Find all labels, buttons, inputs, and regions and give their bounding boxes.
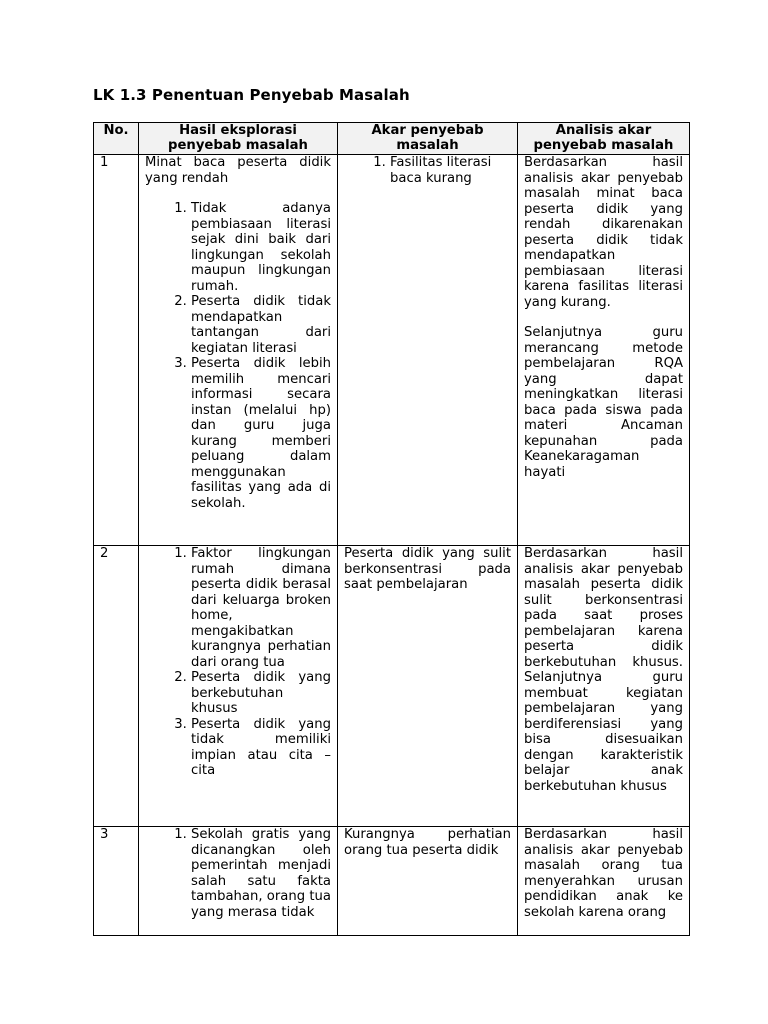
- list-item: 3. Peserta didik lebih memilih mencari informasi secara instan (melalui hp) dan guru juga kurang memberi peluang dalam menggunakan fasilitas yang ada di sekolah.: [191, 356, 331, 511]
- table-header-row: [94, 123, 690, 155]
- akar-text: Peserta didik yang sulit berkonsentrasi pada saat pembelajaran: [344, 546, 511, 592]
- analisis-paragraph: Berdasarkan hasil analisis akar penyebab masalah minat baca peserta didik yang rendah dikarenakan peserta didik tidak mendapatkan pembiasaan literasi karena fasilitas literasi yang kurang.: [524, 155, 683, 310]
- list-item: 1. Tidak adanya pembiasaan literasi sejak dini baik dari lingkungan sekolah maupun lingkungan rumah.: [191, 201, 331, 294]
- akar-cell: [338, 546, 518, 827]
- analisis-paragraph: Berdasarkan hasil analisis akar penyebab masalah orang tua menyerahkan urusan pendidikan anak ke sekolah karena orang: [524, 827, 683, 920]
- table-row: [94, 827, 690, 936]
- table-row: [94, 155, 690, 546]
- list-item: 1. Faktor lingkungan rumah dimana peserta didik berasal dari keluarga broken home, mengakibatkan kurangnya perhatian dari orang tua: [191, 546, 331, 670]
- analisis-cell: [518, 827, 690, 936]
- akar-list: [344, 155, 511, 186]
- analisis-paragraph: Selanjutnya guru merancang metode pembelajaran RQA yang dapat meningkatkan literasi baca pada siswa pada materi Ancaman kepunahan pada Keanekaragaman hayati: [524, 325, 683, 480]
- problem-cause-table: [93, 122, 690, 936]
- list-item: 3. Peserta didik yang tidak memiliki impian atau cita – cita: [191, 717, 331, 779]
- analisis-cell: [518, 155, 690, 546]
- hasil-list: [145, 827, 331, 920]
- hasil-cell: [139, 827, 338, 936]
- table-row: [94, 546, 690, 827]
- list-item: 2. Peserta didik tidak mendapatkan tantangan dari kegiatan literasi: [191, 294, 331, 356]
- akar-cell: [338, 827, 518, 936]
- hasil-list: [145, 546, 331, 779]
- akar-cell: [338, 155, 518, 546]
- hasil-cell: [139, 546, 338, 827]
- analisis-paragraph: Berdasarkan hasil analisis akar penyebab masalah peserta didik sulit berkonsentrasi pada saat proses pembelajaran karena peserta didik berkebutuhan khusus. Selanjutnya guru membuat kegiatan pembelajaran yang berdiferensiasi yang bisa disesuaikan dengan karakteristik belajar anak berkebutuhan khusus: [524, 546, 683, 794]
- hasil-intro: Minat baca peserta didik yang rendah: [145, 155, 331, 186]
- list-item: 1. Sekolah gratis yang dicanangkan oleh pemerintah menjadi salah satu fakta tambahan, orang tua yang merasa tidak: [191, 827, 331, 920]
- list-item: 2. Peserta didik yang berkebutuhan khusus: [191, 670, 331, 717]
- analisis-cell: [518, 546, 690, 827]
- header-akar-penyebab: Akar penyebab masalah: [338, 123, 518, 155]
- header-hasil-eksplorasi: Hasil eksplorasi penyebab masalah: [139, 123, 338, 155]
- row-number: 3: [94, 827, 139, 936]
- header-analisis: Analisis akar penyebab masalah: [518, 123, 690, 155]
- row-number: 2: [94, 546, 139, 827]
- row-number: 1: [94, 155, 139, 546]
- hasil-cell: [139, 155, 338, 546]
- hasil-list: [145, 201, 331, 511]
- header-no: No.: [94, 123, 139, 155]
- list-item: 1. Fasilitas literasi baca kurang: [390, 155, 511, 186]
- page-title: LK 1.3 Penentuan Penyebab Masalah: [93, 86, 410, 104]
- akar-text: Kurangnya perhatian orang tua peserta didik: [344, 827, 511, 858]
